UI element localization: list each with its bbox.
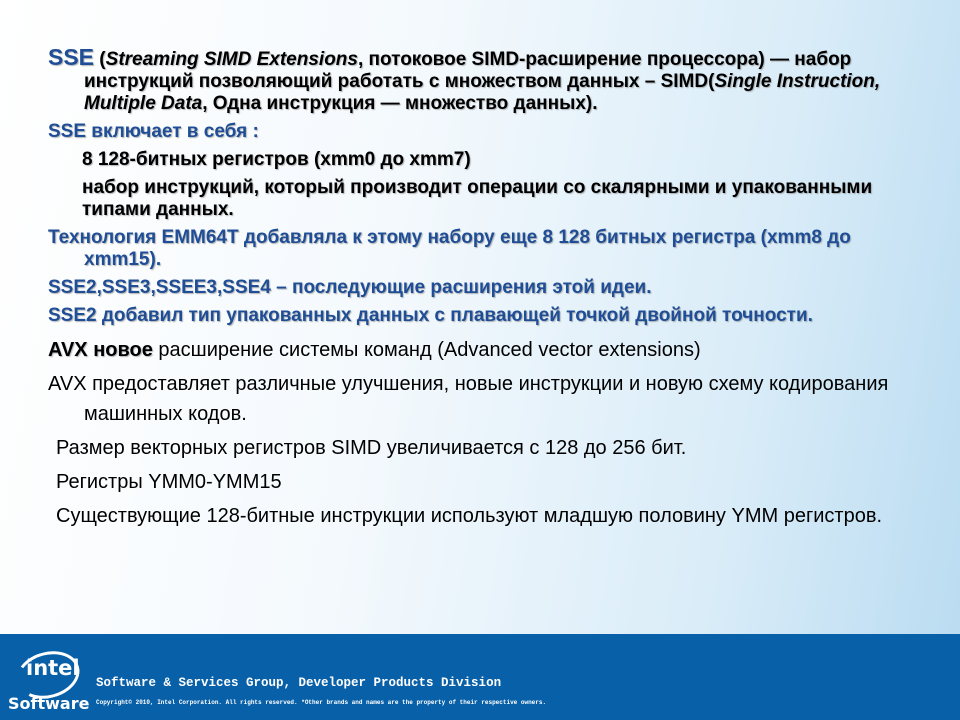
sse-full-name: Streaming SIMD Extensions: [105, 49, 358, 70]
software-label: Software: [8, 694, 90, 713]
sse-extensions: SSE2,SSE3,SSEE3,SSE4 – последующие расширения этой идеи.: [48, 277, 652, 298]
avx-128bit: Существующие 128-битные инструкции используют младшую половину YMM регистров.: [56, 505, 883, 527]
simd-full-name: Single Instruction, Multiple Data: [84, 71, 881, 114]
sse-includes: SSE включает в себя :: [48, 121, 259, 142]
avx-registers: Регистры YMM0-YMM15: [56, 471, 282, 493]
avx-new: AVX новое: [48, 339, 153, 361]
slide-body: [48, 46, 928, 531]
footer-bar: [0, 634, 960, 720]
emm64t-text: Технология EMM64T добавляла к этому набору еще 8 128 битных регистра (xmm8 до xmm15).: [48, 227, 851, 270]
sse-text-1: (: [94, 49, 106, 70]
intel-logo: intel: [26, 656, 80, 680]
sse2-text: SSE2 добавил тип упакованных данных с плавающей точкой двойной точности.: [48, 305, 813, 326]
sse-text-2: , потоковое SIMD-расширение процессора) — набор инструкций позволяющий работать с множеством данных – SIMD(: [84, 49, 852, 92]
division-text: Software & Services Group, Developer Products Division: [96, 676, 502, 690]
copyright-text: Copyright© 2010, Intel Corporation. All rights reserved. *Other brands and names are the property of their respective owners.: [96, 699, 547, 706]
avx-intro-text: расширение системы команд (Advanced vector extensions): [152, 339, 701, 361]
sse-instruction-set: набор инструкций, который производит операции со скалярными и упакованными типами данных.: [82, 177, 873, 220]
sse-definition: [48, 46, 928, 115]
avx-intro: [48, 335, 928, 365]
avx-improvements: AVX предоставляет различные улучшения, новые инструкции и новую схему кодирования машинных кодов.: [48, 373, 889, 425]
sse-term: SSE: [48, 44, 95, 70]
sse-registers: 8 128-битных регистров (xmm0 до xmm7): [82, 149, 471, 170]
avx-register-size: Размер векторных регистров SIMD увеличивается с 128 до 256 бит.: [56, 437, 687, 459]
sse-text-3: , Одна инструкция — множество данных).: [202, 93, 598, 114]
